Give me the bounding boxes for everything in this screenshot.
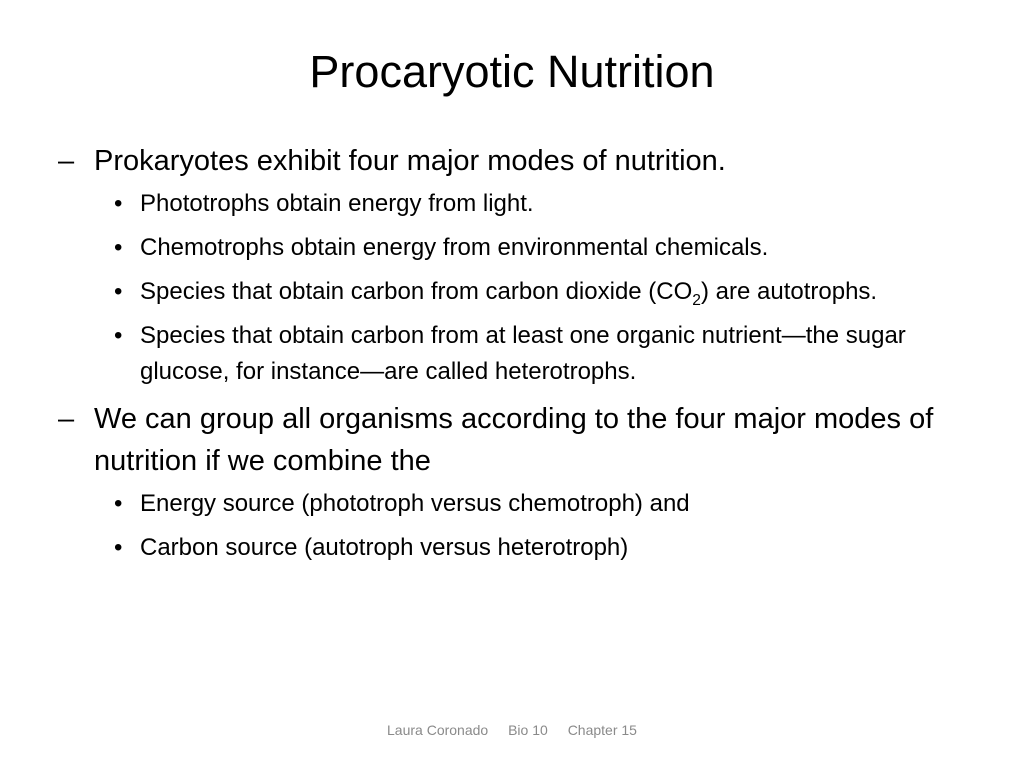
slide-title: Procaryotic Nutrition: [309, 46, 715, 97]
dot-bullet: •: [114, 278, 123, 305]
text-after-subscript: ) are autotrophs.: [700, 278, 878, 305]
dash-bullet: –: [58, 403, 75, 435]
sub-bullet-text: Energy source (phototroph versus chemotroph) and: [140, 490, 690, 517]
dot-bullet: •: [114, 534, 123, 561]
sub-bullet-text: Chemotrophs obtain energy from environmental chemicals.: [140, 234, 769, 261]
bullet-text: Prokaryotes exhibit four major modes of nutrition.: [94, 145, 726, 177]
sub-bullet-text: Species that obtain carbon from at least one organic nutrient—the sugar glucose, for instance—are called heterotrophs.: [140, 322, 906, 385]
sub-bullet-point: [58, 186, 978, 222]
dot-bullet: •: [114, 190, 123, 217]
sub-bullet-text: Phototrophs obtain energy from light.: [140, 190, 534, 217]
dot-bullet: •: [114, 322, 123, 349]
bullet-point: [58, 140, 978, 182]
sub-bullet-text: [140, 278, 878, 309]
footer-course: Bio 10: [508, 722, 548, 738]
slide-footer: [0, 722, 1024, 738]
subscript: 2: [692, 291, 701, 309]
text-before-subscript: Species that obtain carbon from carbon dioxide (CO: [140, 278, 693, 305]
bullet-point: [58, 398, 978, 482]
dash-bullet: –: [58, 145, 75, 177]
footer-author: Laura Coronado: [387, 722, 489, 738]
sub-bullet-point: [58, 486, 978, 522]
sub-bullet-point: [58, 530, 978, 566]
bullet-text: We can group all organisms according to the four major modes of nutrition if we combine the: [94, 403, 934, 477]
dot-bullet: •: [114, 490, 123, 517]
sub-bullet-point: [58, 230, 978, 266]
sub-bullet-text: Carbon source (autotroph versus heterotroph): [140, 534, 629, 561]
sub-bullet-point: [58, 274, 978, 310]
footer-chapter: Chapter 15: [567, 722, 637, 738]
dot-bullet: •: [114, 234, 123, 261]
slide-content: [58, 140, 978, 574]
sub-bullet-point: [58, 318, 978, 390]
